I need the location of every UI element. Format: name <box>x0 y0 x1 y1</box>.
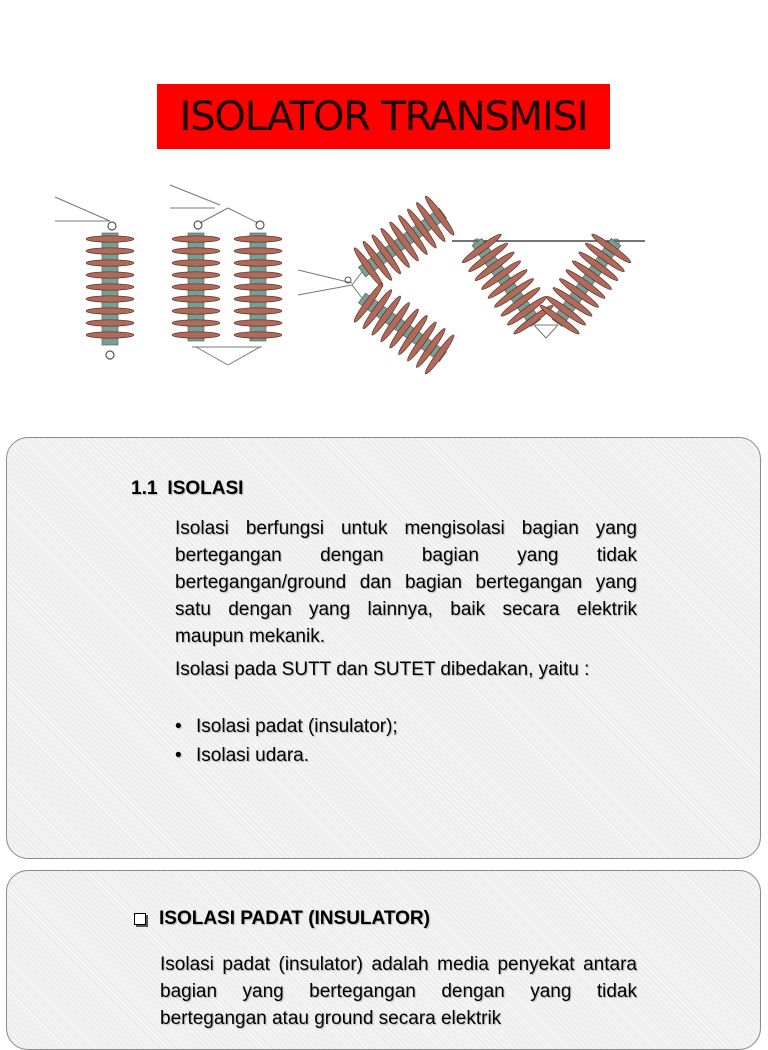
subsection-title: ISOLASI PADAT (INSULATOR) <box>159 908 430 929</box>
list-item: • Isolasi padat (insulator); <box>175 716 398 737</box>
list-item: • Isolasi udara. <box>175 745 310 766</box>
v-string-hanging <box>452 228 645 338</box>
isolasi-paragraph-2: Isolasi pada SUTT dan SUTET dibedakan, yaitu : <box>175 659 590 680</box>
title-banner <box>157 84 610 149</box>
section-title: ISOLASI <box>167 478 244 499</box>
isolasi-paragraph-1: Isolasi berfungsi untuk mengisolasi bagian yang bertegangan dengan bagian yang tidak bertegangan/ground dan bagian bertegangan yang satu dengan yang lainnya, baik secara elektrik maupun mekanik. <box>175 518 637 647</box>
single-suspension-string <box>55 197 134 359</box>
v-string-horizontal <box>298 194 457 375</box>
double-suspension-string <box>170 185 282 365</box>
page-title: ISOLATOR TRANSMISI <box>179 93 588 140</box>
transmission-insulator-strings-icon <box>40 175 660 375</box>
section-number: 1.1 <box>131 478 158 499</box>
section-heading-isolasi-padat <box>134 908 430 930</box>
isolasi-bullet-list <box>175 712 398 770</box>
isolasi-padat-paragraph: Isolasi padat (insulator) adalah media penyekat antara bagian yang bertegangan dengan yang tidak bertegangan atau ground secara elektrik <box>160 954 637 1029</box>
checkbox-bullet-icon <box>134 913 146 925</box>
section-heading-isolasi <box>131 478 243 500</box>
